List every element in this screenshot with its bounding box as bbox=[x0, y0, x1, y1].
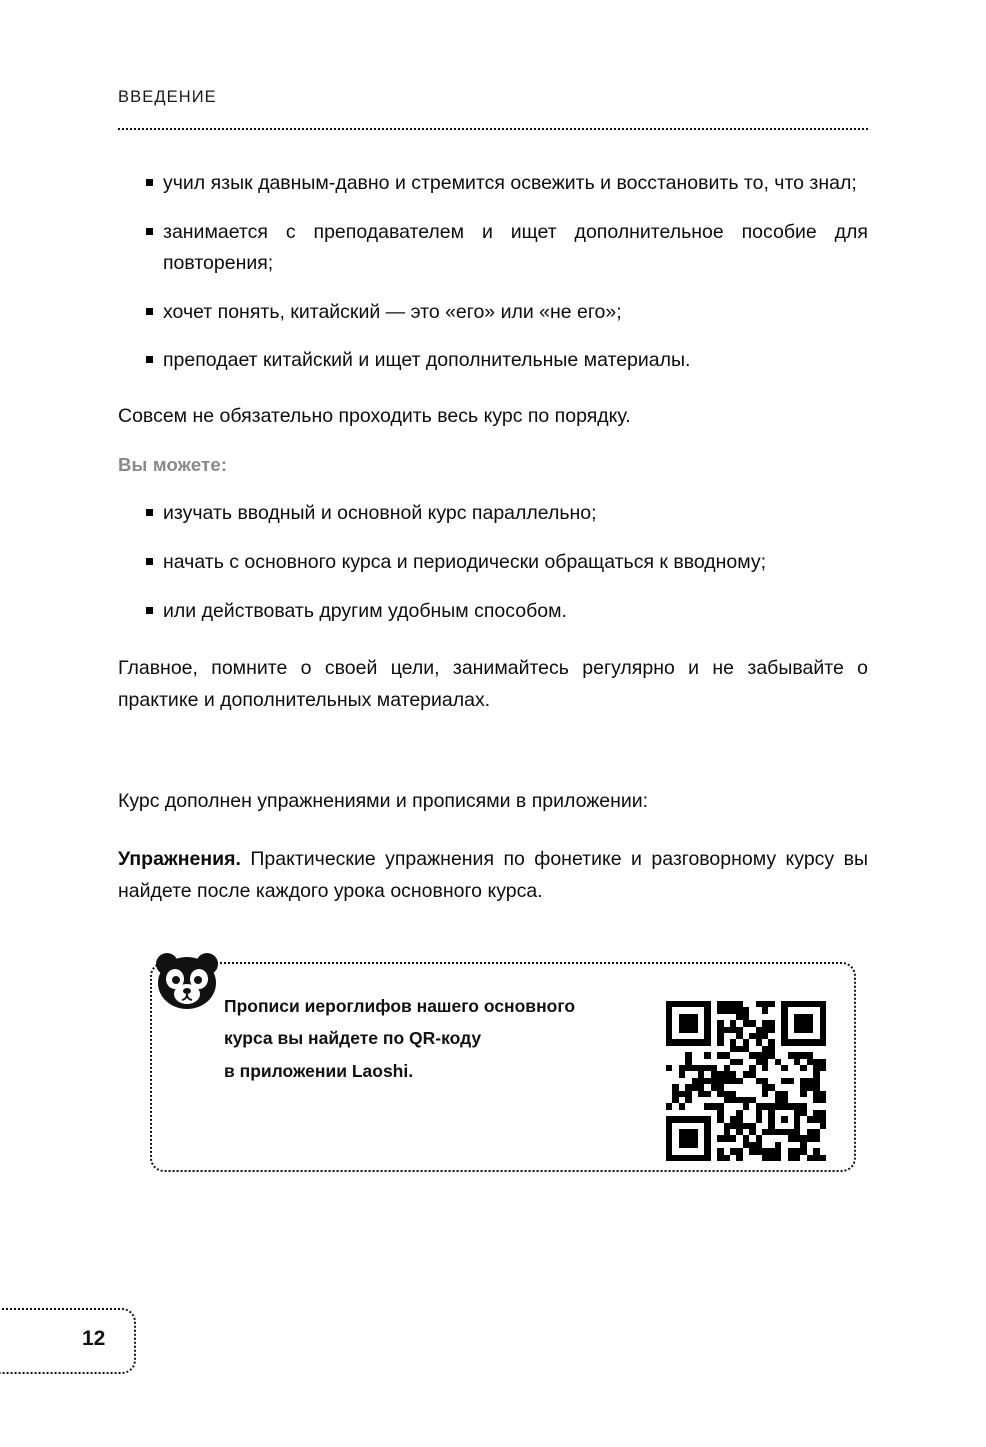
bullet-square-icon bbox=[146, 509, 153, 516]
spacer bbox=[118, 476, 868, 498]
qr-callout-box bbox=[150, 962, 856, 1172]
list-item-text: или действовать другим удобным способом. bbox=[163, 599, 567, 622]
bullet-square-icon bbox=[146, 558, 153, 565]
page-number: 12 bbox=[82, 1327, 106, 1350]
list-item-text: хочет понять, китайский — это «его» или «не его»; bbox=[163, 300, 622, 323]
list-item-text: занимается с преподавателем и ищет дополнительное пособие для повторения; bbox=[163, 220, 868, 275]
bullet-square-icon bbox=[146, 179, 153, 186]
list-item-text: изучать вводный и основной курс параллельно; bbox=[163, 502, 597, 525]
page-number-tab bbox=[0, 1308, 136, 1374]
paragraph-exercises bbox=[118, 844, 868, 907]
spacer bbox=[118, 716, 868, 786]
spacer bbox=[118, 432, 868, 454]
qr-callout-line-2: курса вы найдете по QR-коду bbox=[224, 1028, 482, 1049]
list-item-text: преподает китайский и ищет дополнительные материалы. bbox=[163, 349, 691, 372]
spacer bbox=[118, 627, 868, 653]
paragraph-course-order: Совсем не обязательно проходить весь курс по порядку. bbox=[118, 404, 631, 427]
spacer bbox=[118, 377, 868, 401]
qr-callout-line-3: в приложении Laoshi. bbox=[224, 1060, 414, 1081]
qr-code-image bbox=[666, 1001, 826, 1161]
paragraph-appendix-intro: Курс дополнен упражнениями и прописями в приложении: bbox=[118, 790, 649, 813]
bullet-list-audience bbox=[118, 168, 868, 377]
list-item bbox=[118, 168, 868, 200]
list-item bbox=[118, 547, 868, 579]
paragraph-main-advice: Главное, помните о своей цели, занимайтесь регулярно и не забывайте о практике и дополнительных материалах. bbox=[118, 657, 868, 711]
exercises-label: Упражнения. bbox=[118, 847, 241, 870]
subheading-you-can: Вы можете: bbox=[118, 454, 228, 476]
bullet-square-icon bbox=[146, 308, 153, 315]
bullet-square-icon bbox=[146, 228, 153, 235]
exercises-text: Практические упражнения по фонетике и разговорному курсу вы найдете после каждого урока основного курса. bbox=[118, 847, 868, 902]
list-item bbox=[118, 345, 868, 377]
list-item bbox=[118, 498, 868, 530]
list-item-text: учил язык давным-давно и стремится освежить и восстановить то, что знал; bbox=[163, 172, 857, 194]
page-content bbox=[118, 168, 868, 907]
qr-callout-line-1: Прописи иероглифов нашего основного bbox=[224, 996, 576, 1016]
bullet-list-options bbox=[118, 498, 868, 627]
spacer bbox=[118, 818, 868, 844]
list-item bbox=[118, 297, 868, 329]
list-item bbox=[118, 596, 868, 628]
qr-callout-text bbox=[224, 990, 644, 1087]
panda-icon bbox=[151, 947, 223, 1017]
list-item-text: начать с основного курса и периодически обращаться к вводному; bbox=[163, 551, 767, 574]
header-divider bbox=[118, 128, 868, 130]
bullet-square-icon bbox=[146, 607, 153, 614]
list-item bbox=[118, 217, 868, 280]
bullet-square-icon bbox=[146, 356, 153, 363]
page-header-title: ВВЕДЕНИЕ bbox=[118, 88, 217, 106]
